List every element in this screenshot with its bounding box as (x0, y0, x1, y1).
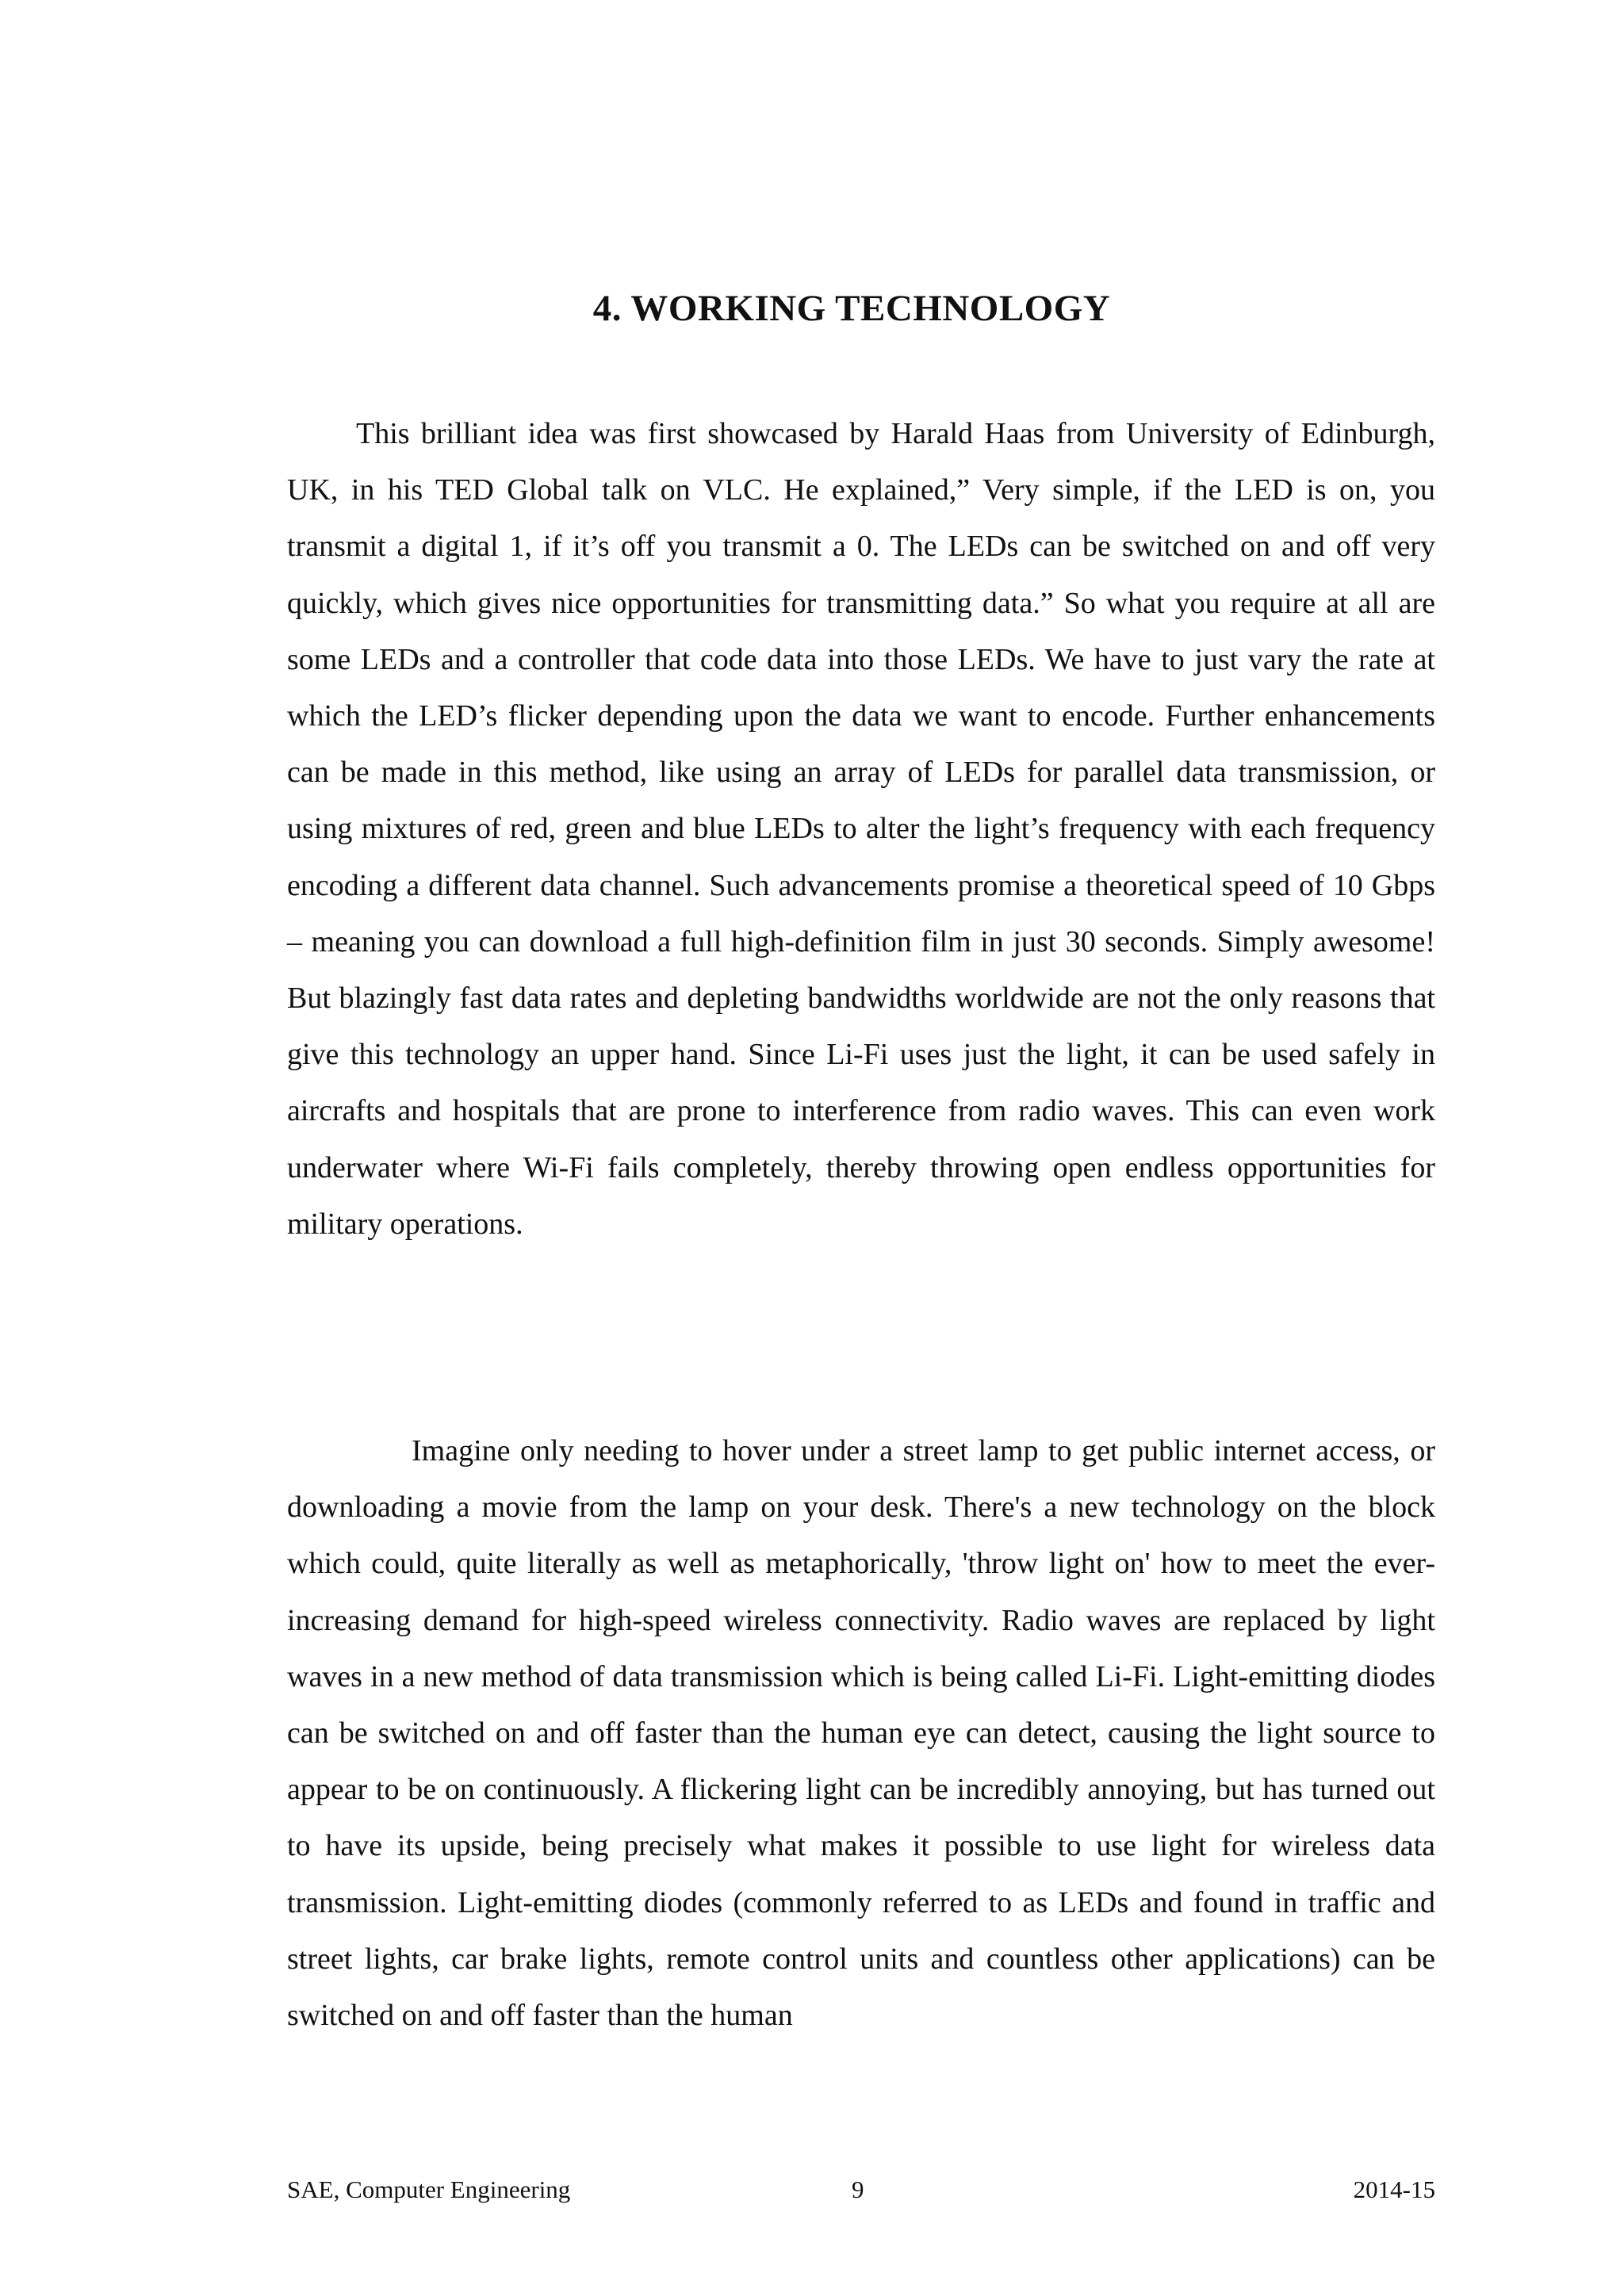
section-heading: 4. WORKING TECHNOLOGY (592, 288, 1111, 329)
footer-year: 2014-15 (1353, 2175, 1435, 2203)
paragraph-1: This brilliant idea was first showcased by Harald Haas from University of Edinburgh, UK, in his TED Global talk on VLC. He explained,” Very simple, if the LED is on, you transmit a digital 1, if it’s off you transmit a 0. The LEDs can be switched on and off very quickly, which gives nice opportunities for transmitting data.” So what you require at all are some LEDs and a controller that code data into those LEDs. We have to just vary the rate at which the LED’s flicker depending upon the data we want to encode. Further enhancements can be made in this method, like using an array of LEDs for parallel data transmission, or using mixtures of red, green and blue LEDs to alter the light’s frequency with each frequency encoding a different data channel. Such advancements promise a theoretical speed of 10 Gbps – meaning you can download a full high-definition film in just 30 seconds. Simply awesome! But blazingly fast data rates and depleting bandwidths worldwide are not the only reasons that give this technology an upper hand. Since Li-Fi uses just the light, it can be used safely in aircrafts and hospitals that are prone to interference from radio waves. This can even work underwater where Wi-Fi fails completely, thereby throwing open endless opportunities for military operations. (287, 417, 1435, 1241)
page-footer (287, 2175, 1435, 2214)
footer-department: SAE, Computer Engineering (287, 2175, 571, 2203)
paragraph-2: Imagine only needing to hover under a street lamp to get public internet access, or downloading a movie from the lamp on your desk. There's a new technology on the block which could, quite literally as well as metaphorically, 'throw light on' how to meet the ever-increasing demand for high-speed wireless connectivity. Radio waves are replaced by light waves in a new method of data transmission which is being called Li-Fi. Light-emitting diodes can be switched on and off faster than the human eye can detect, causing the light source to appear to be on continuously. A flickering light can be incredibly annoying, but has turned out to have its upside, being precisely what makes it possible to use light for wireless data transmission. Light-emitting diodes (commonly referred to as LEDs and found in traffic and street lights, car brake lights, remote control units and countless other applications) can be switched on and off faster than the human (287, 1434, 1435, 2033)
footer-page-number: 9 (852, 2175, 864, 2203)
